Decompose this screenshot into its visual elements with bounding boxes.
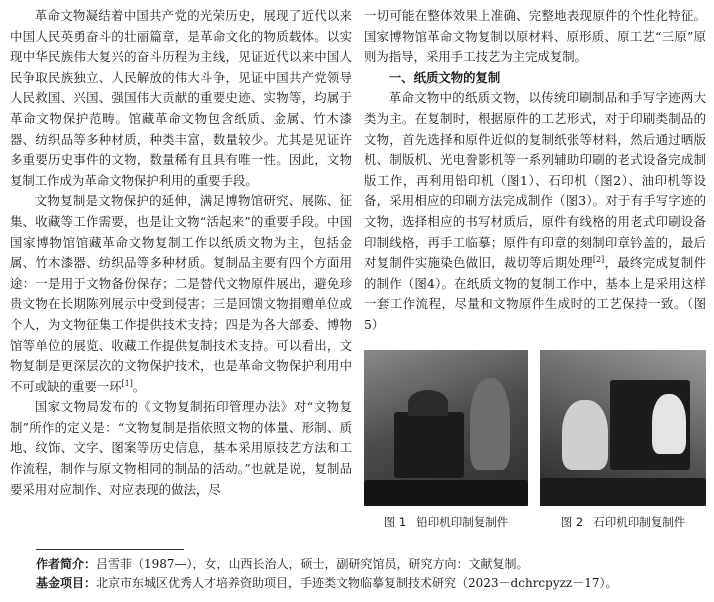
figure-2	[540, 350, 706, 530]
paragraph-paper-artifacts	[364, 88, 706, 335]
paragraph-text: 革命文物中的纸质文物，以传统印刷制品和手写字迹两大类为主。在复制时，根据原件的工艺形式，对于印刷类制品的文物，首先选择和原件近似的复制纸张等材料，然后通过晒版机、制版机、光电誊影机等一系列辅助印刷的老式设备完成制版工作，再利用铅印机（图1）、石印机（图2）、油印机等设备，采用相应的印刷方法完成制作（图3）。对于有手写字迹的文物，选择相应的书写材质后，原件有线格的用老式印刷设备印制线格，再手工临摹；原件有印章的刻制印章钤盖的，最后对复制件实施染色做旧，裁切等后期处理	[364, 90, 706, 271]
paragraph-continued: 一切可能在整体效果上准确、完整地表现原件的个性化特征。国家博物馆革命文物复制以原材料、原形质、原工艺“三原”原则为指导，采用手工技艺为主完成复制。	[364, 8, 706, 65]
paragraph-text: 文物复制是文物保护的延伸，满足博物馆研究、展陈、征集、收藏等工作需要，也是让文物“活起来”的重要手段。中国国家博物馆馆藏革命文物复制工作以纸质文物为主，包括金属、竹木漆器、纺织品等多种材质。复制品主要有四个方面用途：一是用于文物备份保存；二是替代文物原件展出，避免珍贵文物在长期陈列展示中受到侵害；三是回馈文物捐赠单位或个人，为文物征集工作提供技术支持；四是为各大部委、博物馆等单位的展览、收藏工作提供复制技术支持。可以看出，文物复制是更深层次的文物保护技术，也是革命文物保护利用中不可或缺的重要一环	[10, 193, 352, 394]
figure-caption-text: 铅印机印制复制件	[416, 515, 509, 529]
figure-caption-text: 石印机印制复制件	[593, 515, 686, 529]
figure-number: 图 2	[560, 515, 584, 529]
reference-marker: [2]	[592, 255, 605, 264]
letterpress-machine	[394, 412, 464, 478]
figure-caption	[364, 514, 528, 530]
paragraph-definition: 国家文物局发布的《文物复制拓印管理办法》对“文物复制”所作的定义是：“文物复制是指依照文物的体量、形制、质地、纹饰、文字、图案等历史信息，基本采用原技艺方法和工作流程，制作与原文物相同的制品的活动。”也就是说，复制品要采用对应制作、对应表现的做法，尽	[10, 399, 352, 497]
paragraph-text-end: ，最终完成复制件的制作（图4）。在纸质文物的复制工作中，基本上是采用这样一套工作流程，尽量和文物原件生成时的工艺保持一致。（图5）	[364, 255, 707, 332]
figure-number: 图 1	[383, 515, 407, 529]
paragraph-intro: 革命文物凝结着中国共产党的光荣历史，展现了近代以来中国人民英勇奋斗的壮丽篇章，是革命文化的物质载体。以实现中华民族伟大复兴的奋斗历程为主线，见证近代以来中国人民争取民族独立、人民解放的伟大斗争，见证中国共产党领导人民救国、兴国、强国伟大贡献的重要史迹、实物等，均属于革命文物保护范畴。馆藏革命文物包含纸质、金属、竹木漆器、纺织品等多种材质，种类丰富，数量较少。尤其是见证许多重要历史事件的文物，数量稀有且具有唯一性。因此，文物复制工作成为革命文物保护利用的重要手段。	[10, 8, 352, 188]
footnotes	[36, 555, 706, 593]
fund-text: 北京市东城区优秀人才培养资助项目，手迹类文物临摹复制技术研究（2023－dchrcpyzz－17）。	[96, 576, 618, 590]
floor-shadow	[364, 480, 528, 506]
floor-shadow	[540, 478, 706, 506]
lithograph-photo	[540, 350, 706, 506]
letterpress-photo	[364, 350, 528, 506]
worker-figure	[470, 378, 510, 470]
section-heading: 一、纸质文物的复制	[388, 69, 501, 85]
right-column	[364, 6, 706, 336]
figure-1	[364, 350, 528, 530]
worker-figure	[562, 400, 608, 470]
left-column	[10, 6, 352, 500]
figure-caption	[540, 514, 706, 530]
figure-row	[364, 350, 706, 534]
author-note	[36, 555, 706, 574]
paragraph-end: 。	[132, 378, 146, 394]
author-text: 吕雪菲（1987—），女，山西长治人，硕士，副研究馆员，研究方向：文献复制。	[96, 557, 529, 571]
worker-figure	[652, 394, 686, 454]
press-wheel	[408, 390, 448, 416]
reference-marker: [1]	[121, 378, 133, 388]
paragraph-replication-purpose	[10, 191, 352, 397]
footnote-divider	[36, 549, 184, 550]
fund-label: 基金项目：	[36, 576, 97, 590]
fund-note	[36, 574, 706, 593]
author-label: 作者简介：	[36, 557, 97, 571]
